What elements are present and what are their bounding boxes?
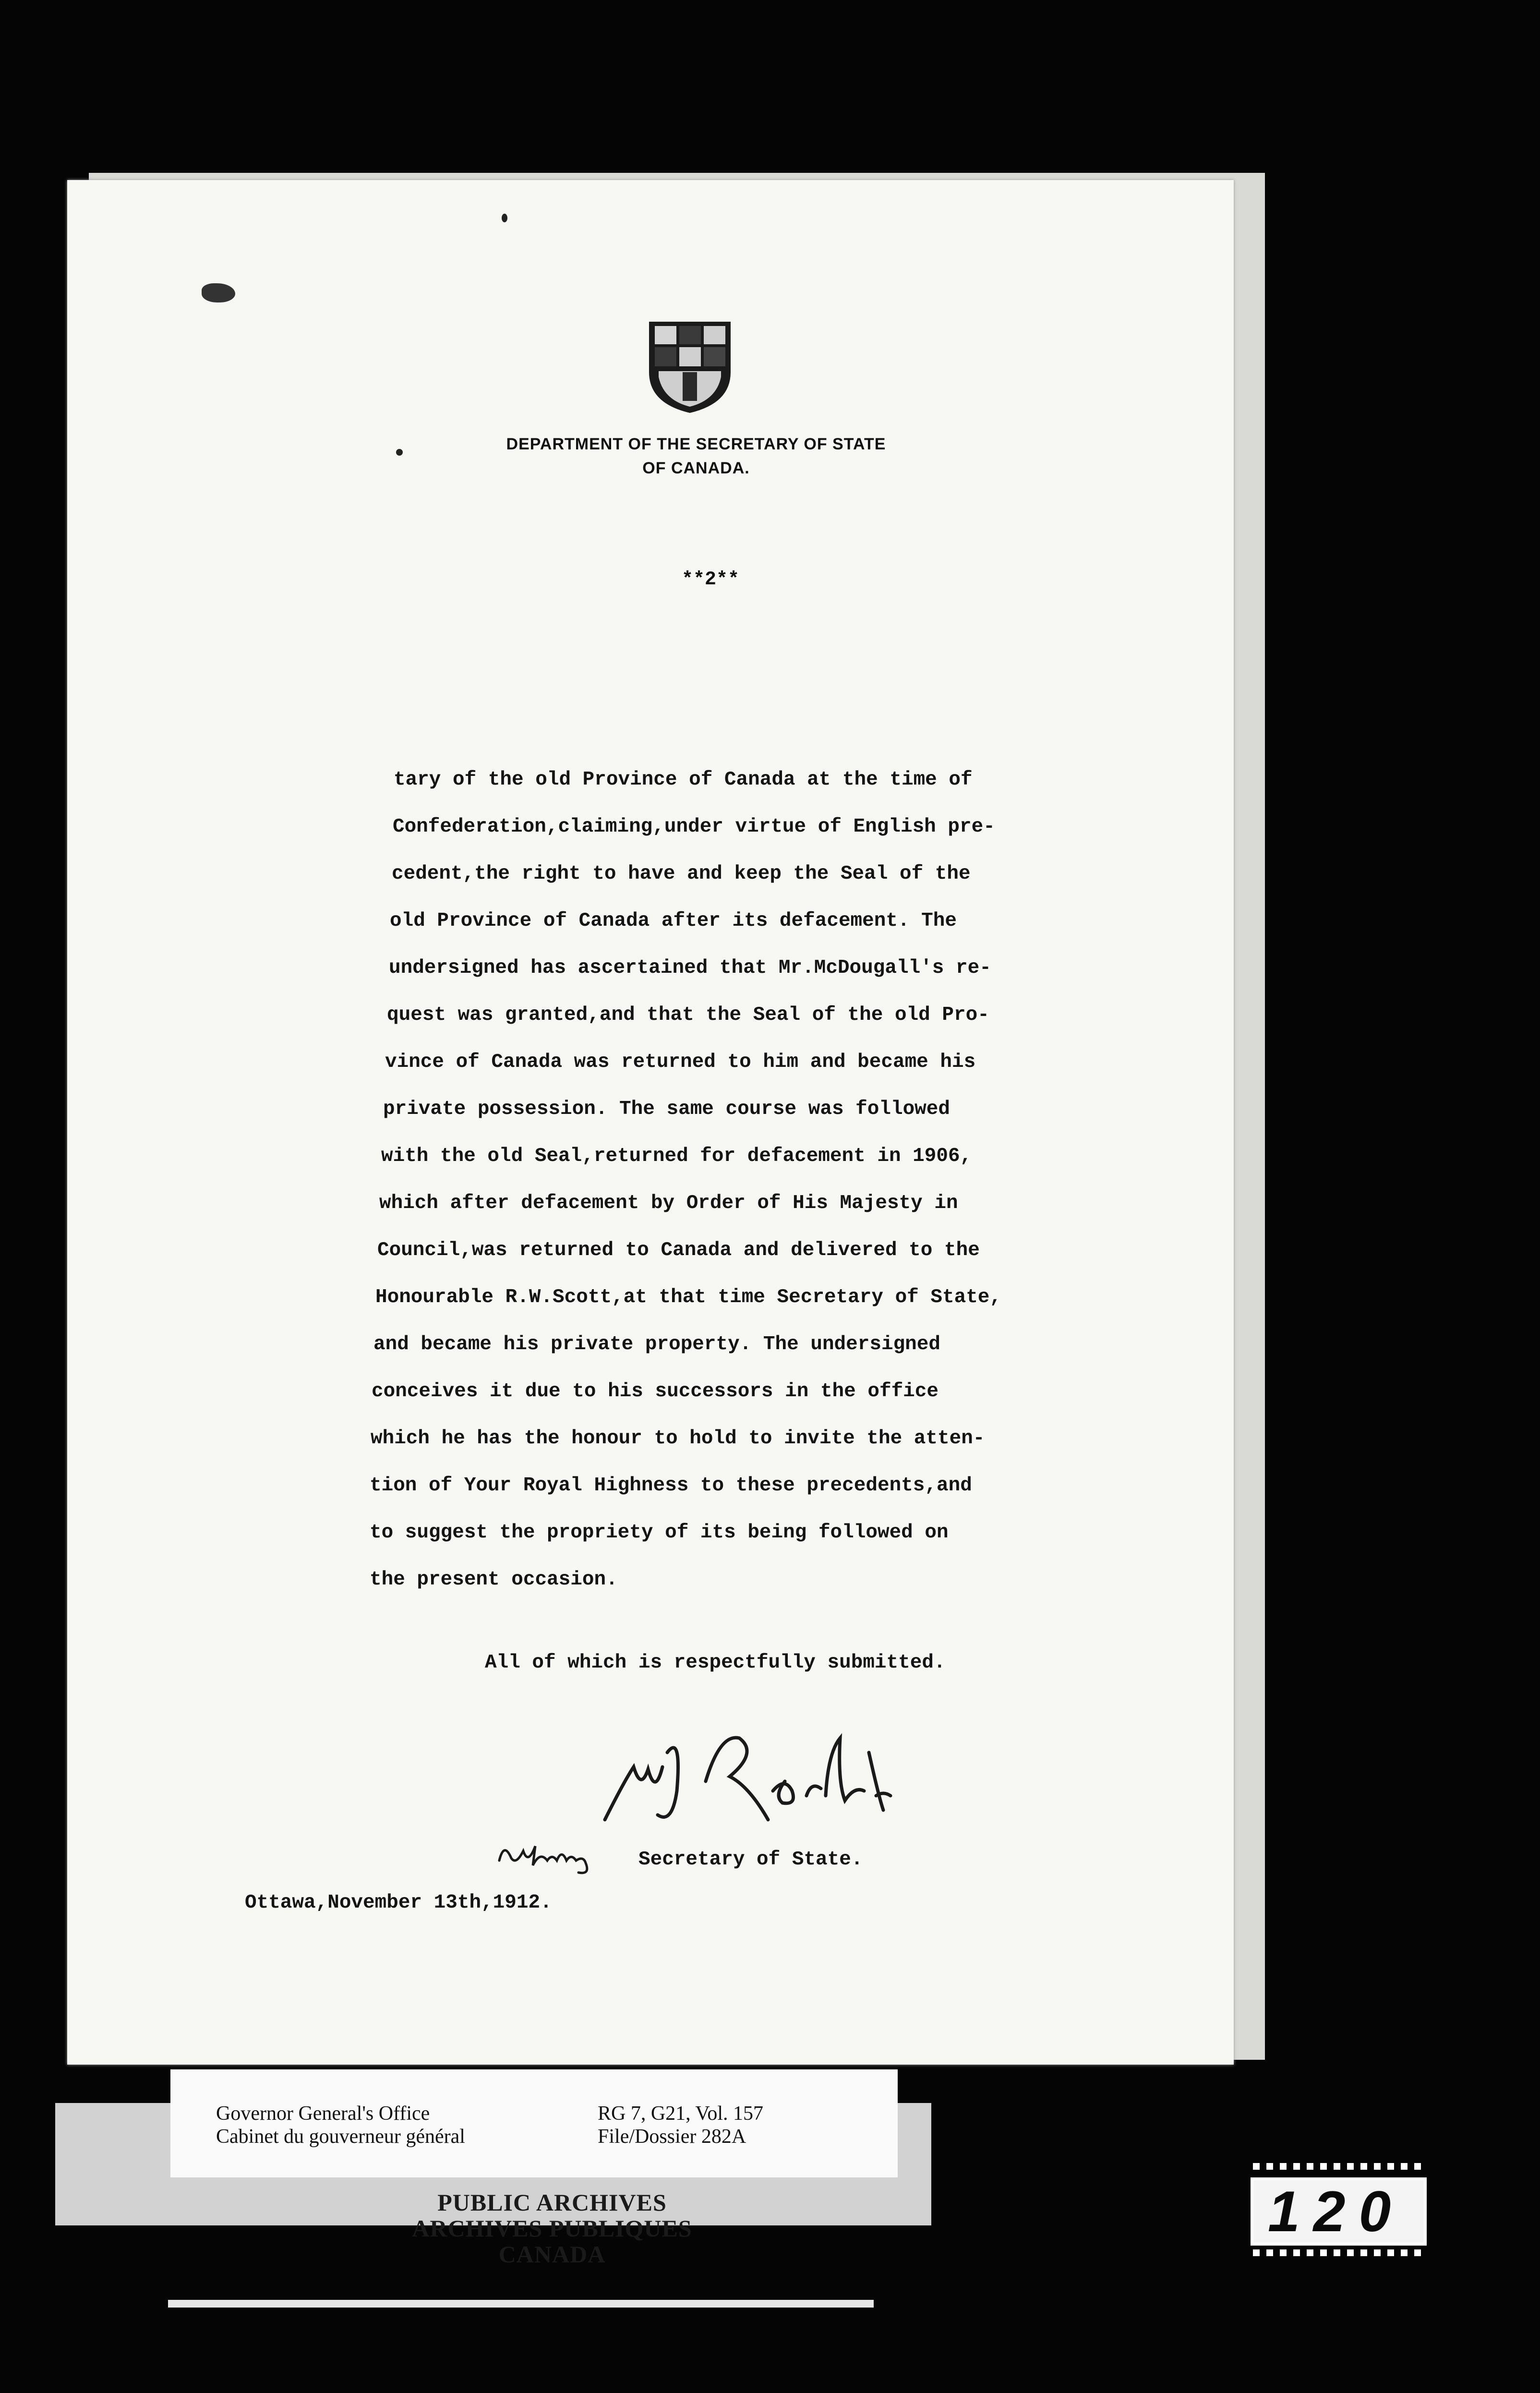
body-line: cedent,the right to have and keep the Seal of the xyxy=(392,863,971,885)
handwritten-signature xyxy=(595,1724,893,1839)
archives-stamp-line-3: CANADA xyxy=(498,2241,606,2268)
film-frame-number xyxy=(1251,2177,1427,2246)
body-line: old Province of Canada after its defacement. The xyxy=(390,910,957,932)
body-line: which after defacement by Order of His Majesty in xyxy=(379,1192,958,1214)
office-french: Cabinet du gouverneur général xyxy=(216,2126,465,2148)
letterhead-line-2: OF CANADA. xyxy=(642,459,750,477)
coat-of-arms-crest xyxy=(644,319,735,415)
body-line: tary of the old Province of Canada at the time of xyxy=(394,769,973,791)
dateline: Ottawa,November 13th,1912. xyxy=(245,1892,552,1914)
archive-base-strip xyxy=(168,2300,874,2308)
letterhead-line-1: DEPARTMENT OF THE SECRETARY OF STATE xyxy=(506,435,886,453)
ink-blot xyxy=(202,283,235,302)
office-english: Governor General's Office xyxy=(216,2103,430,2125)
signer-title: Secretary of State. xyxy=(638,1849,863,1871)
film-perforation-top xyxy=(1253,2163,1421,2170)
body-line: tion of Your Royal Highness to these precedents,and xyxy=(370,1474,972,1497)
frame-number-text: 120 xyxy=(1268,2179,1405,2244)
body-line: and became his private property. The undersigned xyxy=(373,1333,940,1355)
archives-stamp-line-2: ARCHIVES PUBLIQUES xyxy=(412,2215,692,2242)
body-line: the present occasion. xyxy=(370,1569,618,1591)
record-group-reference: RG 7, G21, Vol. 157 xyxy=(598,2103,764,2125)
film-perforation-bottom xyxy=(1253,2249,1421,2256)
page-marker: **2** xyxy=(682,569,740,591)
closing-line: All of which is respectfully submitted. xyxy=(485,1652,946,1674)
file-reference: File/Dossier 282A xyxy=(598,2126,746,2148)
body-line: Council,was returned to Canada and delivered to the xyxy=(377,1239,980,1261)
speck xyxy=(502,214,507,222)
body-line: with the old Seal,returned for defacement in 1906, xyxy=(381,1145,972,1167)
letterhead xyxy=(422,432,970,480)
body-line: undersigned has ascertained that Mr.McDougall's re- xyxy=(389,957,991,979)
body-line: conceives it due to his successors in the office xyxy=(372,1380,938,1402)
body-line: private possession. The same course was followed xyxy=(383,1098,950,1120)
letter-body xyxy=(370,756,1186,1603)
body-line: vince of Canada was returned to him and became his xyxy=(385,1051,976,1073)
archives-stamp-line-1: PUBLIC ARCHIVES xyxy=(437,2189,667,2216)
body-line: to suggest the propriety of its being followed on xyxy=(370,1522,949,1544)
body-line: which he has the honour to hold to invite the atten- xyxy=(371,1427,985,1450)
body-line: quest was granted,and that the Seal of the old Pro- xyxy=(387,1004,989,1026)
speck xyxy=(396,449,403,456)
acting-annotation xyxy=(494,1832,605,1875)
archive-label-card xyxy=(170,2069,898,2177)
body-line: Confederation,claiming,under virtue of English pre- xyxy=(393,816,995,838)
archives-stamp xyxy=(336,2189,768,2267)
body-line: Honourable R.W.Scott,at that time Secretary of State, xyxy=(375,1286,1002,1308)
